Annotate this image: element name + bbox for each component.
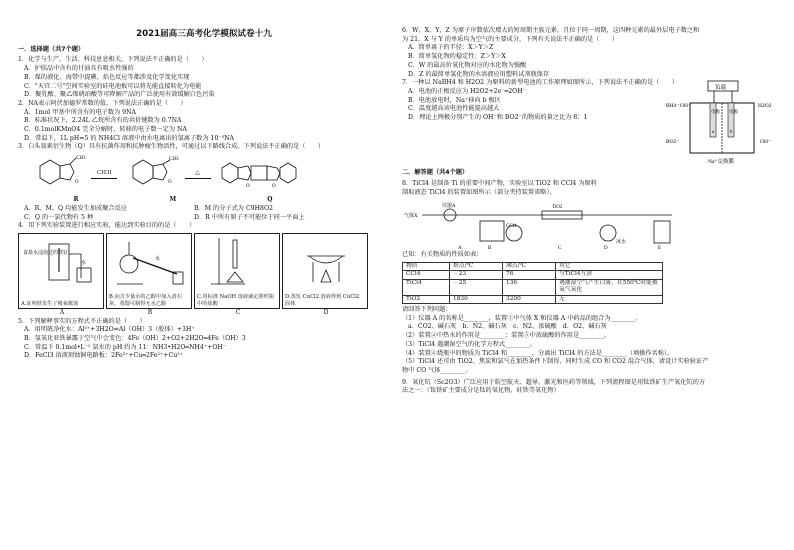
q1-option-c: C．"天宫二号"空间实验室的硅电池板可以将光能直接转化为电能 [24, 82, 202, 90]
th-melting: 熔点/℃ [450, 263, 503, 271]
q1-option-b: B．煤的液化、海带中提碘、焰色反应等都涉及化学变化实现 [24, 73, 190, 81]
reaction-arrow [91, 178, 117, 179]
ccl4-label: CCl4 [506, 224, 517, 230]
electrode-a-word: 电极 [711, 109, 720, 115]
question-6-stem-2: 为 21，X 与 Y 的单质均为空气的主要成分，下列有关说法不正确的是（ ） [402, 35, 619, 43]
q1-option-d: D．聚乳酸、聚乙烯琥珀酸等可降解产品的广泛使用有效缓解白色污染 [24, 91, 215, 99]
q3-options-row2 [18, 214, 390, 223]
q3-option-b: B．M 的分子式为 C9H8O2 [194, 204, 273, 212]
cell: 76 [503, 271, 556, 279]
q8-sub-2: a．CO2、碱石灰 b．N2、碱石灰 c．N2、浓硫酸 d．O2、碱石灰 [408, 323, 607, 331]
q7-option-b: B．电池放电时，Na⁺移向 b 极区 [408, 96, 501, 104]
svg-text:O: O [272, 184, 276, 190]
q8-sub-4: （3）TiCl4 遇潮湿空气的化学方程式________。 [402, 340, 537, 348]
apparatus-b [106, 233, 192, 309]
q2-option-a: A．1mol 甲基中所含有的电子数为 9NA [24, 108, 136, 116]
h2o2-label: H2O2 [758, 103, 772, 110]
q7-block [402, 79, 778, 165]
question-7-stem: 7．一种以 NaBH4 和 H2O2 为原料的新型电池的工作原理如图所示，下列说法不正确的是（ ） [402, 79, 678, 87]
question-1-stem: 1．化学与生产、生活、科技息息相关，下列说法不正确的是（ ） [18, 56, 208, 64]
instrument-a-label: 仪器A [442, 204, 456, 210]
cell: 1830 [450, 295, 503, 303]
cell: 3200 [503, 295, 556, 303]
apparatus-letters [18, 309, 390, 318]
question-3-stem: 3．白头翁素衍生物（Q）具有抗菌作用和抗肿瘤生物活性，可通过以下路线合成。下列说法不正确的是（ ） [18, 143, 325, 151]
q2-option-c: C．0.1molKMnO4 完全分解时，转移的电子数一定为 NA [24, 126, 187, 134]
question-9-stem: 9．氧化钪（Sc2O3）广泛应用于航空航天、超导、激光和医药等领域，下列流程图是用钛铁矿生产氧化钪的方 [402, 378, 706, 386]
q8-sub-1: （1）仪器 A 的名称是________，装置①中气体 X 和仪器 A 中药品的组合为________。 [402, 314, 642, 322]
cell: ﹣23 [450, 271, 503, 279]
q5-option-c: C．常温下 0.1mol•L⁻¹ 氨水的 pH 约为 11：NH3•H2O═NH4⁺+OH⁻ [24, 343, 227, 351]
q7-text [402, 79, 678, 165]
q1-option-a: A．护肤品中含有的甘油具有吸水性强的 [24, 65, 134, 73]
cell: 136 [503, 279, 556, 295]
svg-text:O: O [74, 180, 79, 186]
q3-option-a: A．R、M、Q 均能发生加成聚合反应 [24, 204, 127, 212]
q5-option-a: A．用明矾净化水：Al³⁺+3H2O⇌Al（OH）3（胶体）+3H⁺ [24, 326, 195, 334]
caption-c: C.用标准 NaOH 溶液滴定锥形瓶中的盐酸 [197, 294, 277, 307]
reagent-heat [185, 169, 211, 179]
b-water-label: 水 [155, 256, 161, 262]
label-r: R [73, 196, 79, 204]
label-q: Q [267, 196, 273, 204]
structure-m [125, 154, 177, 194]
table-caption: 已知：有关物质的性质如表： [402, 251, 483, 259]
q6-option-d: D．Z 的最简单氢化物的水溶液应用塑料试剂瓶保存 [408, 70, 550, 78]
electrode-b-label: b [730, 130, 733, 136]
property-table [402, 262, 663, 304]
membrane-label: Na⁺交换膜 [708, 159, 734, 166]
svg-text:CH3: CH3 [75, 156, 86, 162]
cell: 与TiCl4互溶 [556, 271, 663, 279]
bh4-label: BH4⁻ [666, 103, 680, 110]
q3-option-d: D．R 中所有原子不可能位于同一平面上 [194, 213, 305, 221]
reaction-arrow-2 [185, 178, 211, 179]
question-5-stem: 5．下列解释事实的方程式不正确的是（ ） [18, 317, 146, 325]
letter-c: C [235, 308, 241, 316]
electrode-a-label: a [712, 130, 715, 136]
apparatus-c [194, 233, 280, 309]
apparatus-a [18, 233, 104, 309]
q3-option-c: C．Q 的一氯代物有 5 种 [24, 213, 94, 221]
section-heading-answer: 二．解答题（共4个题） [402, 169, 469, 177]
th-substance: 物质 [403, 263, 450, 271]
question-6-stem: 6．W、X、Y、Z 为原子序数依次增大的短周期主族元素，且位于同一周期，这四种元素的最外层电子数之和 [402, 27, 700, 34]
q7-option-a: A．电池的正极反应为 H2O2+2e⁻═2OH⁻ [408, 87, 526, 95]
part-e-label: E [658, 246, 662, 252]
part-a-label: A [458, 246, 462, 252]
q8-sub-6: （5）TiCl4 还可由 TiO2、焦炭和氯气在加热条件下制得，同时生成 CO 和 CO2 混合气体，请设计实验验证产 [402, 358, 709, 366]
question-4-stem: 4．用下列实验装置进行相应实验，能达到实验目的的是（ ） [18, 222, 196, 230]
apparatus-d [282, 233, 368, 309]
q6-option-c: C．W 的最高价氧化物对应的水化物为强酸 [408, 61, 527, 69]
caption-b: B.向含少量水的乙醇中加入清石灰，蒸馏可制得无水乙醇 [109, 294, 189, 307]
part-d-label: D [604, 246, 608, 252]
load-label: 负载 [715, 85, 727, 92]
reaction-scheme [28, 152, 318, 196]
ice-water-label: 冰水 [616, 240, 627, 246]
part-c-label: C [558, 246, 562, 252]
q6-option-a: A．简单离子的半径：X＞Y＞Z [408, 44, 494, 52]
gas-x-label: 气体X [404, 214, 418, 220]
cell: TiCl4 [403, 279, 450, 295]
q8-sub-5: （4）装置④烧瓶中的物质为 TiCl4 和________，分离出 TiCl4 的方法是________（填操作名称）。 [402, 349, 674, 357]
q8-apparatus [402, 197, 778, 251]
q5-option-b: B．氢氧化亚铁暴露于空气中会变色：4Fe（OH）2+O2+2H2O═4Fe（OH）3 [24, 335, 246, 343]
structure-q [218, 154, 314, 194]
a-inner-label: 食盐水浸泡过的铁钉 [23, 250, 69, 256]
tio2-label: TiO2 [552, 205, 563, 211]
cell: ﹣25 [450, 279, 503, 295]
q2-option-b: B．标准状况下，2.24L 乙烷所含有的共价键数为 0.7NA [24, 117, 182, 125]
question-8-stem-2: 制取液态 TiCl4 的装置如图所示（部分夹持装置省略）。 [402, 188, 556, 196]
battery-diagram [664, 79, 782, 165]
question-9-stem-2: 法之一：（钛铁矿主要成分是钛的氧化物，硅铁等氧化物） [402, 387, 560, 395]
table-row [403, 271, 663, 279]
table-row [403, 295, 663, 303]
cell: 无 [556, 295, 663, 303]
svg-text:O: O [246, 184, 250, 190]
q8-sub-7: 物中 CO 气体________。 [402, 366, 472, 374]
structure-labels [28, 196, 318, 205]
svg-text:CH3: CH3 [168, 157, 179, 163]
q2-option-d: D．常温下，1L pH=5 的 NH4Cl 溶液中由水电离出的氢离子数为 10⁻⁵NA [24, 134, 235, 142]
oh-top-label: OH⁻ [680, 103, 691, 110]
page-title: 2021届高三高考化学模拟试卷十九 [136, 29, 272, 39]
q3-options-row1 [18, 205, 390, 214]
apparatus-grid [18, 233, 390, 309]
structure-r [32, 154, 84, 194]
right-column [402, 0, 778, 550]
q5-option-d: D．FeCl3 溶液刻蚀铜电路板：2Fe³⁺+Cu═2Fe²⁺+Cu²⁺ [24, 352, 183, 360]
letter-d: D [323, 308, 329, 316]
part-b-label: B [488, 246, 492, 252]
reagent-label: CH3I [97, 170, 112, 177]
heat-label: △ [195, 169, 200, 177]
label-m: M [169, 196, 177, 204]
oh-bottom-label: OH⁻ [760, 139, 771, 146]
caption-a: A.证明铁发生了吸氧腐蚀 [21, 301, 101, 307]
a-water-label: 水 [81, 260, 87, 266]
q8-sub-0: 请回答下列问题： [402, 306, 452, 314]
left-column [18, 0, 390, 550]
q7-option-d: D．理论上两极分别产生的 OH⁻和 BO2⁻的物质的量之比为 8：1 [408, 114, 588, 122]
svg-text:O: O [167, 180, 172, 186]
table-header-row [403, 263, 663, 271]
th-boiling: 沸点/℃ [503, 263, 556, 271]
letter-a: A [59, 308, 65, 316]
q6-option-b: B．简单氢化物的稳定性：Z＞Y＞X [408, 53, 506, 61]
question-2-stem: 2．NA表示阿伏加德罗常数的值，下列说法正确的是（ ） [18, 99, 187, 107]
caption-d: D.蒸发 CuCl2 溶液得到 CuCl2 固体 [285, 294, 365, 307]
q7-option-c: C．温度越高该电池性能提高越大 [408, 105, 500, 113]
letter-b: B [147, 308, 153, 316]
cell: CCl4 [403, 271, 450, 279]
cell: 遇潮湿空气产生白雾，在550℃时能被氧气氧化 [556, 279, 663, 295]
question-8-stem: 8．TiCl4 是制备 Ti 的重要中间产物，实验室以 TiO2 和 CCl4 为原料 [402, 179, 597, 187]
section-heading-choice: 一．选择题（共7个题） [18, 45, 85, 53]
table-row [403, 279, 663, 295]
cell: TiO2 [403, 295, 450, 303]
th-other: 其它 [556, 263, 663, 271]
bo2-label: BO2⁻ [666, 139, 680, 146]
electrode-b-word: 电极 [729, 109, 738, 115]
q8-sub-3: （2）装置②中热水的作用是________；装置⑤中浓硫酸的作用是________。 [402, 332, 611, 340]
reagent-ch3i [91, 169, 117, 179]
